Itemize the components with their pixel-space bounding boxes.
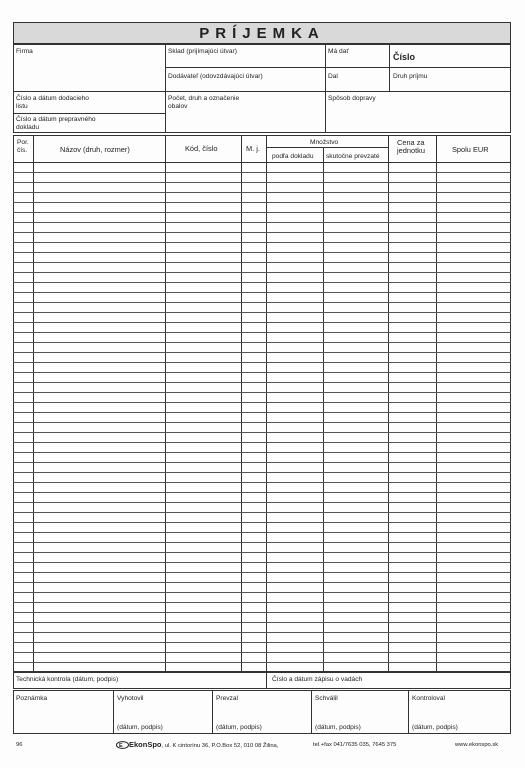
table-row	[13, 432, 511, 433]
sklad-label: Sklad (prijímajúci útvar)	[168, 48, 237, 55]
table-row	[13, 242, 511, 243]
table-row	[13, 222, 511, 223]
technicka-label: Technická kontrola (dátum, podpis)	[16, 676, 119, 683]
table-row	[13, 412, 511, 413]
table-row	[13, 382, 511, 383]
publisher-line	[116, 740, 278, 749]
col-nazov-label: Názov (druh, rozmer)	[60, 145, 130, 154]
poznamka-label: Poznámka	[16, 695, 48, 702]
table-row	[13, 462, 511, 463]
table-row	[13, 402, 511, 403]
table-row	[13, 192, 511, 193]
publisher-address: , ul. K cintorínu 36, P.O.Box 52, 010 08 Žilina,	[161, 743, 279, 749]
table-row	[13, 512, 511, 513]
cislo-label: Číslo	[393, 52, 416, 62]
publisher-phone: tel.+fax 041/7635 035, 7645 375	[313, 742, 397, 748]
page-number: 96	[16, 742, 23, 748]
col-cena-label: Cena za jednotku	[397, 138, 425, 155]
table-row	[13, 582, 511, 583]
table-row	[13, 272, 511, 273]
table-row	[13, 362, 511, 363]
col-mj-label: M. j.	[246, 144, 260, 153]
cislo-datum-dl-label: Číslo a dátum dodacieho listu	[16, 95, 89, 110]
table-row	[13, 212, 511, 213]
table-row	[13, 532, 511, 533]
cislo-datum-pd-label: Číslo a dátum prepravného dokladu	[16, 116, 96, 131]
table-row	[13, 172, 511, 173]
dal-label: Dal	[328, 73, 338, 80]
table-row	[13, 632, 511, 633]
form-title: PRÍJEMKA	[13, 22, 511, 44]
table-row	[13, 662, 511, 663]
firma-label: Firma	[16, 48, 33, 55]
col-mnozstvo-label: Množstvo	[310, 139, 339, 146]
publisher-name: EkonSpo	[129, 740, 162, 749]
table-row	[13, 492, 511, 493]
table-row	[13, 542, 511, 543]
table-row	[13, 292, 511, 293]
prevzal-date-sign: (dátum, podpis)	[216, 724, 262, 731]
table-row	[13, 372, 511, 373]
table-row	[13, 352, 511, 353]
table-row	[13, 612, 511, 613]
table-row	[13, 422, 511, 423]
table-row	[13, 282, 511, 283]
sposob-dopravy-label: Spôsob dopravy	[328, 95, 376, 102]
table-row	[13, 332, 511, 333]
vyhotovil-date-sign: (dátum, podpis)	[117, 724, 163, 731]
pocet-druh-label: Počet, druh a označenie obalov	[168, 95, 240, 110]
table-row	[13, 502, 511, 503]
table-row	[13, 562, 511, 563]
svg-text:E: E	[119, 743, 123, 750]
publisher-web: www.ekonspo.sk	[455, 742, 499, 748]
table-row	[13, 392, 511, 393]
col-kod-label: Kód, číslo	[185, 144, 218, 153]
table-row	[13, 342, 511, 343]
druh-prijmu-label: Druh príjmu	[393, 73, 428, 80]
table-row	[13, 472, 511, 473]
table-row	[13, 642, 511, 643]
table-row	[13, 602, 511, 603]
table-row	[13, 252, 511, 253]
zapis-label: Číslo a dátum zápisu o vadách	[272, 676, 363, 683]
dodavatel-label: Dodávateľ (odovzdávajúci útvar)	[168, 73, 263, 80]
schvalil-label: Schválil	[315, 695, 338, 702]
vyhotovil-label: Vyhotovil	[117, 695, 144, 702]
col-skutocne-label: skutočne prevzaté	[326, 153, 380, 160]
table-row	[13, 482, 511, 483]
schvalil-date-sign: (dátum, podpis)	[315, 724, 361, 731]
ekonspo-logo-icon	[116, 741, 129, 749]
table-row	[13, 622, 511, 623]
table-row	[13, 302, 511, 303]
table-row	[13, 552, 511, 553]
table-row	[13, 312, 511, 313]
table-row	[13, 592, 511, 593]
table-row	[13, 202, 511, 203]
ma-dat-label: Má dať	[328, 48, 349, 55]
prevzal-label: Prevzal	[216, 695, 238, 702]
table-row	[13, 522, 511, 523]
table-row	[13, 452, 511, 453]
kontroloval-date-sign: (dátum, podpis)	[412, 724, 458, 731]
col-podla-label: podľa dokladu	[272, 153, 314, 160]
kontroloval-label: Kontroloval	[412, 695, 445, 702]
table-row	[13, 322, 511, 323]
table-row	[13, 442, 511, 443]
col-por-label: Por. čís.	[17, 139, 29, 154]
table-row	[13, 572, 511, 573]
table-row	[13, 182, 511, 183]
col-spolu-label: Spolu EUR	[452, 145, 489, 154]
table-row	[13, 232, 511, 233]
table-row	[13, 652, 511, 653]
table-row	[13, 262, 511, 263]
